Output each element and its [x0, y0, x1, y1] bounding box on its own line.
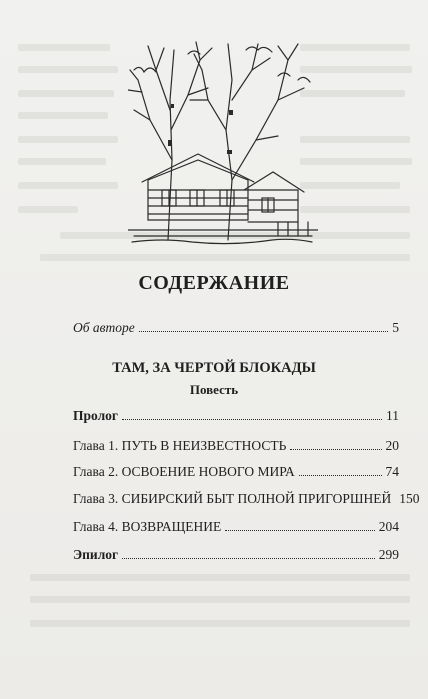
toc-entry-page: 5	[392, 320, 399, 335]
toc-entry-chapter-2[interactable]	[73, 460, 399, 480]
village-house-illustration	[128, 40, 318, 245]
toc-entry-label: Глава 1. ПУТЬ В НЕИЗВЕСТНОСТЬ	[73, 438, 287, 453]
toc-entry-chapter-1[interactable]	[73, 434, 399, 454]
toc-entry-epilogue[interactable]	[73, 543, 399, 563]
toc-entry-chapter-3[interactable]	[73, 487, 420, 507]
section-subtitle: Повесть	[189, 382, 239, 397]
section-title: ТАМ, ЗА ЧЕРТОЙ БЛОКАДЫ	[112, 360, 316, 376]
toc-entry-label: Глава 4. ВОЗВРАЩЕНИЕ	[73, 519, 222, 534]
page-title: СОДЕРЖАНИЕ	[138, 272, 290, 294]
leader-dots	[299, 474, 382, 476]
toc-entry-page: 204	[378, 519, 399, 534]
toc-entry-page: 11	[386, 408, 399, 423]
toc-entry-label: Глава 3. СИБИРСКИЙ БЫТ ПОЛНОЙ ПРИГОРШНЕЙ	[73, 491, 392, 506]
toc-entry-prologue[interactable]	[73, 404, 399, 424]
toc-entry-page: 20	[385, 438, 399, 453]
toc-entry-label: Об авторе	[73, 320, 135, 335]
toc-entry-about-author[interactable]	[73, 316, 399, 336]
toc-entry-page: 150	[399, 491, 420, 506]
leader-dots	[139, 330, 388, 332]
toc-entry-page: 299	[378, 547, 399, 562]
leader-dots	[225, 529, 375, 531]
toc-entry-label: Пролог	[73, 408, 119, 423]
leader-dots	[122, 557, 375, 559]
leader-dots	[122, 418, 382, 420]
leader-dots	[290, 448, 381, 450]
toc-entry-label: Эпилог	[73, 547, 119, 562]
toc-entry-label: Глава 2. ОСВОЕНИЕ НОВОГО МИРА	[73, 464, 295, 479]
toc-entry-chapter-4[interactable]	[73, 515, 399, 535]
toc-entry-page: 74	[385, 464, 399, 479]
